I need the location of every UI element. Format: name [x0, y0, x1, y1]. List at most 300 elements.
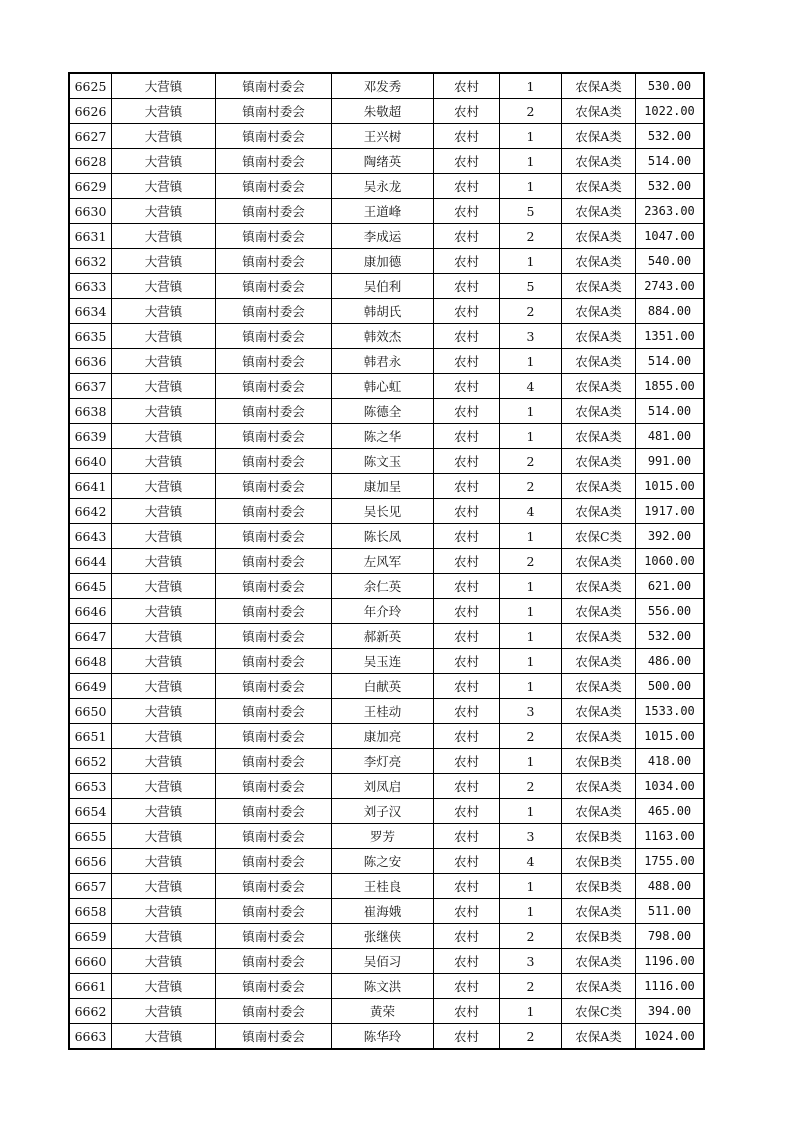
household-type-cell: 农村 — [434, 149, 500, 174]
person-name-cell: 陈文洪 — [332, 974, 434, 999]
household-type-cell: 农村 — [434, 949, 500, 974]
insurance-category-cell: 农保A类 — [562, 73, 636, 99]
member-count-cell: 1 — [500, 249, 562, 274]
member-count-cell: 1 — [500, 424, 562, 449]
town-cell: 大营镇 — [112, 599, 216, 624]
row-id-cell: 6639 — [69, 424, 112, 449]
village-committee-cell: 镇南村委会 — [216, 974, 332, 999]
member-count-cell: 1 — [500, 899, 562, 924]
person-name-cell: 吴长见 — [332, 499, 434, 524]
amount-cell: 514.00 — [636, 149, 705, 174]
village-committee-cell: 镇南村委会 — [216, 174, 332, 199]
amount-cell: 488.00 — [636, 874, 705, 899]
table-row — [69, 224, 704, 249]
amount-cell: 1917.00 — [636, 499, 705, 524]
row-id-cell: 6640 — [69, 449, 112, 474]
row-id-cell: 6646 — [69, 599, 112, 624]
amount-cell: 532.00 — [636, 174, 705, 199]
person-name-cell: 陈德全 — [332, 399, 434, 424]
household-type-cell: 农村 — [434, 124, 500, 149]
row-id-cell: 6630 — [69, 199, 112, 224]
person-name-cell: 韩效杰 — [332, 324, 434, 349]
town-cell: 大营镇 — [112, 299, 216, 324]
village-committee-cell: 镇南村委会 — [216, 199, 332, 224]
table-row — [69, 599, 704, 624]
village-committee-cell: 镇南村委会 — [216, 899, 332, 924]
village-committee-cell: 镇南村委会 — [216, 524, 332, 549]
row-id-cell: 6653 — [69, 774, 112, 799]
member-count-cell: 1 — [500, 124, 562, 149]
table-row — [69, 574, 704, 599]
household-type-cell: 农村 — [434, 174, 500, 199]
table-row — [69, 624, 704, 649]
member-count-cell: 1 — [500, 999, 562, 1024]
village-committee-cell: 镇南村委会 — [216, 124, 332, 149]
town-cell: 大营镇 — [112, 824, 216, 849]
town-cell: 大营镇 — [112, 924, 216, 949]
insurance-category-cell: 农保B类 — [562, 924, 636, 949]
insurance-category-cell: 农保A类 — [562, 99, 636, 124]
person-name-cell: 韩胡氏 — [332, 299, 434, 324]
household-type-cell: 农村 — [434, 399, 500, 424]
amount-cell: 798.00 — [636, 924, 705, 949]
table-row — [69, 549, 704, 574]
household-type-cell: 农村 — [434, 199, 500, 224]
insurance-category-cell: 农保A类 — [562, 124, 636, 149]
village-committee-cell: 镇南村委会 — [216, 574, 332, 599]
table-row — [69, 974, 704, 999]
member-count-cell: 5 — [500, 199, 562, 224]
person-name-cell: 吴永龙 — [332, 174, 434, 199]
household-type-cell: 农村 — [434, 974, 500, 999]
insurance-category-cell: 农保A类 — [562, 174, 636, 199]
table-row — [69, 849, 704, 874]
row-id-cell: 6626 — [69, 99, 112, 124]
person-name-cell: 王兴树 — [332, 124, 434, 149]
insurance-category-cell: 农保A类 — [562, 349, 636, 374]
amount-cell: 556.00 — [636, 599, 705, 624]
table-row — [69, 99, 704, 124]
person-name-cell: 韩君永 — [332, 349, 434, 374]
person-name-cell: 年介玲 — [332, 599, 434, 624]
household-type-cell: 农村 — [434, 699, 500, 724]
household-type-cell: 农村 — [434, 624, 500, 649]
town-cell: 大营镇 — [112, 549, 216, 574]
village-committee-cell: 镇南村委会 — [216, 424, 332, 449]
town-cell: 大营镇 — [112, 399, 216, 424]
row-id-cell: 6652 — [69, 749, 112, 774]
person-name-cell: 陈之安 — [332, 849, 434, 874]
table-row — [69, 249, 704, 274]
village-committee-cell: 镇南村委会 — [216, 149, 332, 174]
row-id-cell: 6642 — [69, 499, 112, 524]
person-name-cell: 王桂动 — [332, 699, 434, 724]
amount-cell: 481.00 — [636, 424, 705, 449]
amount-cell: 532.00 — [636, 124, 705, 149]
town-cell: 大营镇 — [112, 849, 216, 874]
member-count-cell: 1 — [500, 399, 562, 424]
insurance-category-cell: 农保A类 — [562, 549, 636, 574]
household-type-cell: 农村 — [434, 724, 500, 749]
household-type-cell: 农村 — [434, 499, 500, 524]
amount-cell: 532.00 — [636, 624, 705, 649]
person-name-cell: 罗芳 — [332, 824, 434, 849]
row-id-cell: 6633 — [69, 274, 112, 299]
insurance-category-cell: 农保A类 — [562, 674, 636, 699]
town-cell: 大营镇 — [112, 1024, 216, 1050]
insurance-category-cell: 农保C类 — [562, 999, 636, 1024]
table-row — [69, 924, 704, 949]
table-row — [69, 999, 704, 1024]
amount-cell: 1015.00 — [636, 724, 705, 749]
amount-cell: 514.00 — [636, 349, 705, 374]
row-id-cell: 6659 — [69, 924, 112, 949]
person-name-cell: 郝新英 — [332, 624, 434, 649]
row-id-cell: 6636 — [69, 349, 112, 374]
member-count-cell: 1 — [500, 599, 562, 624]
town-cell: 大营镇 — [112, 799, 216, 824]
town-cell: 大营镇 — [112, 999, 216, 1024]
row-id-cell: 6641 — [69, 474, 112, 499]
table-row — [69, 299, 704, 324]
village-committee-cell: 镇南村委会 — [216, 824, 332, 849]
town-cell: 大营镇 — [112, 474, 216, 499]
amount-cell: 1034.00 — [636, 774, 705, 799]
insurance-category-cell: 农保A类 — [562, 599, 636, 624]
amount-cell: 2363.00 — [636, 199, 705, 224]
town-cell: 大营镇 — [112, 724, 216, 749]
village-committee-cell: 镇南村委会 — [216, 99, 332, 124]
table-row — [69, 699, 704, 724]
member-count-cell: 2 — [500, 224, 562, 249]
town-cell: 大营镇 — [112, 224, 216, 249]
insurance-category-cell: 农保A类 — [562, 449, 636, 474]
town-cell: 大营镇 — [112, 899, 216, 924]
town-cell: 大营镇 — [112, 274, 216, 299]
insurance-category-cell: 农保A类 — [562, 799, 636, 824]
village-committee-cell: 镇南村委会 — [216, 73, 332, 99]
member-count-cell: 2 — [500, 99, 562, 124]
village-committee-cell: 镇南村委会 — [216, 649, 332, 674]
insurance-category-cell: 农保A类 — [562, 399, 636, 424]
person-name-cell: 李灯亮 — [332, 749, 434, 774]
table-row — [69, 899, 704, 924]
person-name-cell: 朱敬超 — [332, 99, 434, 124]
member-count-cell: 3 — [500, 699, 562, 724]
insurance-category-cell: 农保A类 — [562, 699, 636, 724]
person-name-cell: 康加德 — [332, 249, 434, 274]
village-committee-cell: 镇南村委会 — [216, 774, 332, 799]
insurance-category-cell: 农保A类 — [562, 224, 636, 249]
village-committee-cell: 镇南村委会 — [216, 599, 332, 624]
member-count-cell: 1 — [500, 349, 562, 374]
village-committee-cell: 镇南村委会 — [216, 674, 332, 699]
town-cell: 大营镇 — [112, 424, 216, 449]
household-type-cell: 农村 — [434, 224, 500, 249]
village-committee-cell: 镇南村委会 — [216, 499, 332, 524]
household-type-cell: 农村 — [434, 1024, 500, 1050]
row-id-cell: 6655 — [69, 824, 112, 849]
amount-cell: 1022.00 — [636, 99, 705, 124]
insurance-category-cell: 农保B类 — [562, 849, 636, 874]
insurance-category-cell: 农保A类 — [562, 299, 636, 324]
household-type-cell: 农村 — [434, 999, 500, 1024]
person-name-cell: 陶绪英 — [332, 149, 434, 174]
town-cell: 大营镇 — [112, 874, 216, 899]
town-cell: 大营镇 — [112, 174, 216, 199]
amount-cell: 500.00 — [636, 674, 705, 699]
village-committee-cell: 镇南村委会 — [216, 874, 332, 899]
person-name-cell: 王桂良 — [332, 874, 434, 899]
village-committee-cell: 镇南村委会 — [216, 949, 332, 974]
row-id-cell: 6656 — [69, 849, 112, 874]
town-cell: 大营镇 — [112, 249, 216, 274]
insurance-category-cell: 农保A类 — [562, 274, 636, 299]
member-count-cell: 1 — [500, 524, 562, 549]
insurance-category-cell: 农保A类 — [562, 424, 636, 449]
town-cell: 大营镇 — [112, 524, 216, 549]
household-type-cell: 农村 — [434, 874, 500, 899]
member-count-cell: 1 — [500, 799, 562, 824]
table-row — [69, 274, 704, 299]
member-count-cell: 4 — [500, 849, 562, 874]
town-cell: 大营镇 — [112, 324, 216, 349]
member-count-cell: 1 — [500, 149, 562, 174]
records-table — [68, 72, 705, 1050]
row-id-cell: 6663 — [69, 1024, 112, 1050]
village-committee-cell: 镇南村委会 — [216, 699, 332, 724]
amount-cell: 1351.00 — [636, 324, 705, 349]
town-cell: 大营镇 — [112, 699, 216, 724]
records-table-body — [69, 73, 704, 1049]
household-type-cell: 农村 — [434, 799, 500, 824]
amount-cell: 511.00 — [636, 899, 705, 924]
row-id-cell: 6654 — [69, 799, 112, 824]
household-type-cell: 农村 — [434, 524, 500, 549]
row-id-cell: 6635 — [69, 324, 112, 349]
insurance-category-cell: 农保B类 — [562, 749, 636, 774]
amount-cell: 1163.00 — [636, 824, 705, 849]
person-name-cell: 白献英 — [332, 674, 434, 699]
amount-cell: 1047.00 — [636, 224, 705, 249]
village-committee-cell: 镇南村委会 — [216, 849, 332, 874]
insurance-category-cell: 农保A类 — [562, 499, 636, 524]
town-cell: 大营镇 — [112, 774, 216, 799]
member-count-cell: 1 — [500, 574, 562, 599]
person-name-cell: 吴玉连 — [332, 649, 434, 674]
household-type-cell: 农村 — [434, 299, 500, 324]
village-committee-cell: 镇南村委会 — [216, 399, 332, 424]
table-row — [69, 824, 704, 849]
table-row — [69, 874, 704, 899]
town-cell: 大营镇 — [112, 499, 216, 524]
person-name-cell: 陈之华 — [332, 424, 434, 449]
row-id-cell: 6628 — [69, 149, 112, 174]
member-count-cell: 4 — [500, 499, 562, 524]
household-type-cell: 农村 — [434, 249, 500, 274]
table-row — [69, 749, 704, 774]
person-name-cell: 李成运 — [332, 224, 434, 249]
amount-cell: 486.00 — [636, 649, 705, 674]
household-type-cell: 农村 — [434, 324, 500, 349]
row-id-cell: 6661 — [69, 974, 112, 999]
town-cell: 大营镇 — [112, 149, 216, 174]
row-id-cell: 6658 — [69, 899, 112, 924]
row-id-cell: 6632 — [69, 249, 112, 274]
person-name-cell: 黄荣 — [332, 999, 434, 1024]
amount-cell: 1116.00 — [636, 974, 705, 999]
row-id-cell: 6649 — [69, 674, 112, 699]
member-count-cell: 2 — [500, 724, 562, 749]
table-row — [69, 649, 704, 674]
member-count-cell: 2 — [500, 974, 562, 999]
row-id-cell: 6662 — [69, 999, 112, 1024]
table-row — [69, 674, 704, 699]
member-count-cell: 1 — [500, 174, 562, 199]
person-name-cell: 崔海娥 — [332, 899, 434, 924]
amount-cell: 1015.00 — [636, 474, 705, 499]
amount-cell: 1024.00 — [636, 1024, 705, 1050]
member-count-cell: 1 — [500, 649, 562, 674]
row-id-cell: 6631 — [69, 224, 112, 249]
table-row — [69, 124, 704, 149]
amount-cell: 991.00 — [636, 449, 705, 474]
row-id-cell: 6645 — [69, 574, 112, 599]
amount-cell: 1755.00 — [636, 849, 705, 874]
household-type-cell: 农村 — [434, 474, 500, 499]
table-row — [69, 324, 704, 349]
household-type-cell: 农村 — [434, 674, 500, 699]
member-count-cell: 1 — [500, 624, 562, 649]
row-id-cell: 6660 — [69, 949, 112, 974]
insurance-category-cell: 农保A类 — [562, 374, 636, 399]
table-row — [69, 524, 704, 549]
insurance-category-cell: 农保A类 — [562, 949, 636, 974]
amount-cell: 465.00 — [636, 799, 705, 824]
insurance-category-cell: 农保B类 — [562, 874, 636, 899]
member-count-cell: 1 — [500, 73, 562, 99]
village-committee-cell: 镇南村委会 — [216, 249, 332, 274]
table-row — [69, 799, 704, 824]
member-count-cell: 3 — [500, 324, 562, 349]
village-committee-cell: 镇南村委会 — [216, 1024, 332, 1050]
insurance-category-cell: 农保A类 — [562, 474, 636, 499]
household-type-cell: 农村 — [434, 374, 500, 399]
table-row — [69, 399, 704, 424]
table-row — [69, 474, 704, 499]
household-type-cell: 农村 — [434, 99, 500, 124]
member-count-cell: 2 — [500, 774, 562, 799]
member-count-cell: 4 — [500, 374, 562, 399]
person-name-cell: 王道峰 — [332, 199, 434, 224]
person-name-cell: 陈华玲 — [332, 1024, 434, 1050]
insurance-category-cell: 农保A类 — [562, 624, 636, 649]
town-cell: 大营镇 — [112, 574, 216, 599]
village-committee-cell: 镇南村委会 — [216, 549, 332, 574]
insurance-category-cell: 农保A类 — [562, 574, 636, 599]
amount-cell: 394.00 — [636, 999, 705, 1024]
household-type-cell: 农村 — [434, 749, 500, 774]
member-count-cell: 1 — [500, 749, 562, 774]
row-id-cell: 6627 — [69, 124, 112, 149]
row-id-cell: 6650 — [69, 699, 112, 724]
insurance-category-cell: 农保A类 — [562, 149, 636, 174]
town-cell: 大营镇 — [112, 199, 216, 224]
table-row — [69, 374, 704, 399]
table-row — [69, 499, 704, 524]
row-id-cell: 6644 — [69, 549, 112, 574]
insurance-category-cell: 农保A类 — [562, 974, 636, 999]
table-row — [69, 73, 704, 99]
village-committee-cell: 镇南村委会 — [216, 749, 332, 774]
member-count-cell: 1 — [500, 674, 562, 699]
village-committee-cell: 镇南村委会 — [216, 224, 332, 249]
member-count-cell: 5 — [500, 274, 562, 299]
table-row — [69, 174, 704, 199]
household-type-cell: 农村 — [434, 849, 500, 874]
village-committee-cell: 镇南村委会 — [216, 799, 332, 824]
amount-cell: 530.00 — [636, 73, 705, 99]
town-cell: 大营镇 — [112, 949, 216, 974]
person-name-cell: 余仁英 — [332, 574, 434, 599]
amount-cell: 1533.00 — [636, 699, 705, 724]
household-type-cell: 农村 — [434, 924, 500, 949]
amount-cell: 392.00 — [636, 524, 705, 549]
row-id-cell: 6634 — [69, 299, 112, 324]
town-cell: 大营镇 — [112, 649, 216, 674]
town-cell: 大营镇 — [112, 674, 216, 699]
insurance-category-cell: 农保A类 — [562, 1024, 636, 1050]
village-committee-cell: 镇南村委会 — [216, 999, 332, 1024]
town-cell: 大营镇 — [112, 99, 216, 124]
member-count-cell: 2 — [500, 549, 562, 574]
town-cell: 大营镇 — [112, 374, 216, 399]
table-row — [69, 449, 704, 474]
row-id-cell: 6651 — [69, 724, 112, 749]
table-row — [69, 774, 704, 799]
village-committee-cell: 镇南村委会 — [216, 624, 332, 649]
table-row — [69, 199, 704, 224]
person-name-cell: 康加呈 — [332, 474, 434, 499]
insurance-category-cell: 农保C类 — [562, 524, 636, 549]
person-name-cell: 陈文玉 — [332, 449, 434, 474]
household-type-cell: 农村 — [434, 424, 500, 449]
village-committee-cell: 镇南村委会 — [216, 924, 332, 949]
town-cell: 大营镇 — [112, 624, 216, 649]
table-row — [69, 949, 704, 974]
row-id-cell: 6629 — [69, 174, 112, 199]
village-committee-cell: 镇南村委会 — [216, 349, 332, 374]
row-id-cell: 6648 — [69, 649, 112, 674]
village-committee-cell: 镇南村委会 — [216, 299, 332, 324]
village-committee-cell: 镇南村委会 — [216, 449, 332, 474]
insurance-category-cell: 农保B类 — [562, 824, 636, 849]
member-count-cell: 2 — [500, 449, 562, 474]
member-count-cell: 2 — [500, 1024, 562, 1050]
person-name-cell: 康加亮 — [332, 724, 434, 749]
row-id-cell: 6638 — [69, 399, 112, 424]
member-count-cell: 3 — [500, 824, 562, 849]
insurance-category-cell: 农保A类 — [562, 199, 636, 224]
person-name-cell: 邓发秀 — [332, 73, 434, 99]
member-count-cell: 2 — [500, 924, 562, 949]
amount-cell: 884.00 — [636, 299, 705, 324]
person-name-cell: 刘凤启 — [332, 774, 434, 799]
table-row — [69, 149, 704, 174]
household-type-cell: 农村 — [434, 649, 500, 674]
amount-cell: 418.00 — [636, 749, 705, 774]
town-cell: 大营镇 — [112, 349, 216, 374]
